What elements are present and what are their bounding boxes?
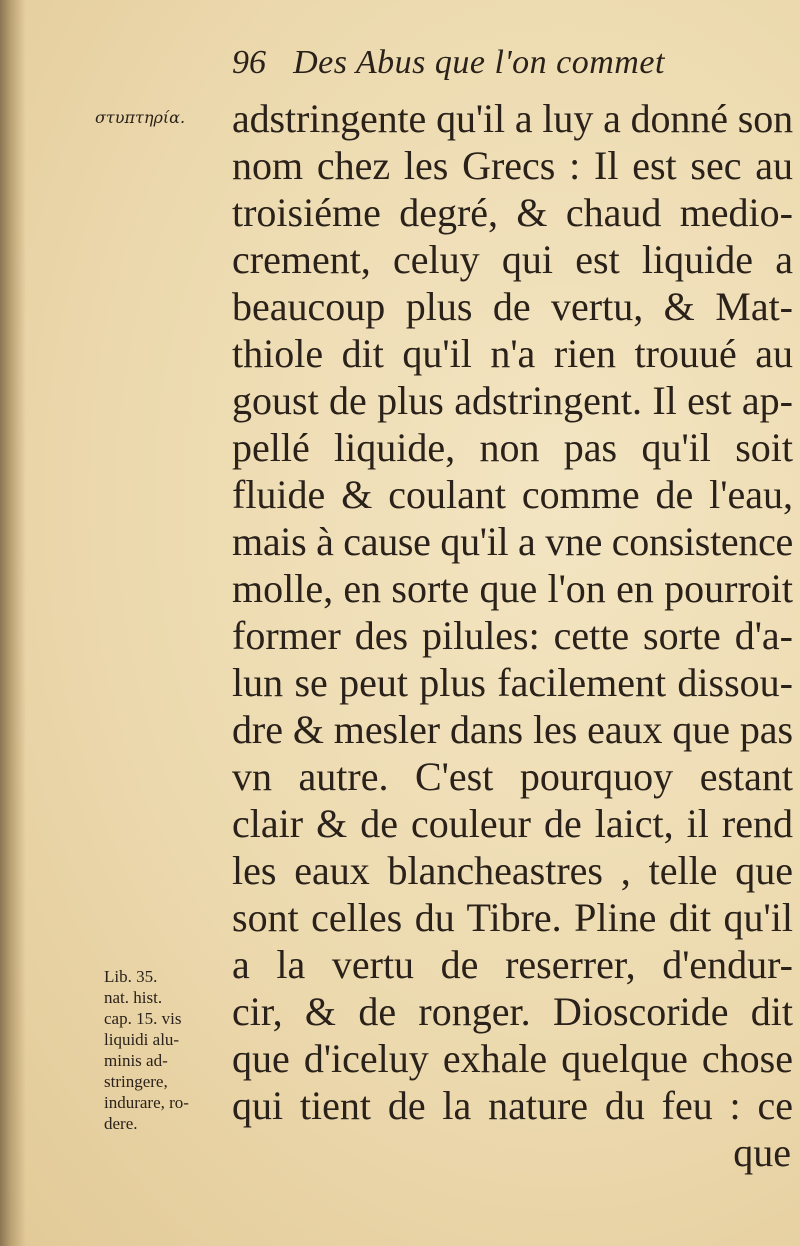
greek-margin-note: στυπτηρία. [95,108,186,127]
margin-citation-line: liquidi alu- [104,1030,180,1049]
binding-gutter [0,0,26,1246]
margin-citation-line: Lib. 35. [104,967,158,986]
margin-citation-line: dere. [104,1114,138,1133]
margin-citation [104,966,239,1134]
text-line: les eaux blancheastres , telle que [232,848,793,893]
catchword: que [733,1130,791,1175]
text-line: thiole dit qu'il n'a rien trouué au [232,331,793,376]
text-line: clair & de couleur de laict, il rend [232,801,793,846]
text-line: cir, & de ronger. Dioscoride dit [232,989,793,1034]
running-head [232,44,792,100]
margin-citation-line: nat. hist. [104,988,163,1007]
text-line: mais à cause qu'il a vne consistence [232,519,793,564]
text-line: que d'iceluy exhale quelque chose [232,1036,793,1081]
body-text [232,95,797,1176]
text-line: a la vertu de reserrer, d'endur- [232,942,793,987]
text-line: vn autre. C'est pourquoy estant [232,754,793,799]
text-line: adstringente qu'il a luy a donné son [232,96,793,141]
text-line: troisiéme degré, & chaud medio- [232,190,793,235]
text-line: dre & mesler dans les eaux que pas [232,707,793,752]
text-line: qui tient de la nature du feu : ce [232,1083,793,1128]
text-line: crement, celuy qui est liquide a [232,237,793,282]
text-line: former des pilules: cette sorte d'a- [232,613,793,658]
running-title: Des Abus que l'on commet [293,44,665,81]
text-line: pellé liquide, non pas qu'il soit [232,425,793,470]
margin-citation-line: minis ad- [104,1051,168,1070]
text-line: molle, en sorte que l'on en pourroit [232,566,793,611]
page-number: 96 [232,44,266,81]
text-line: beaucoup plus de vertu, & Mat- [232,284,793,329]
margin-citation-line: stringere, [104,1072,168,1091]
text-line: sont celles du Tibre. Pline dit qu'il [232,895,793,940]
margin-citation-line: cap. 15. vis [104,1009,182,1028]
text-line: fluide & coulant comme de l'eau, [232,472,793,517]
text-line: lun se peut plus facilement dissou- [232,660,793,705]
margin-citation-line: indurare, ro- [104,1093,189,1112]
text-line: goust de plus adstringent. Il est ap- [232,378,793,423]
text-line: nom chez les Grecs : Il est sec au [232,143,793,188]
